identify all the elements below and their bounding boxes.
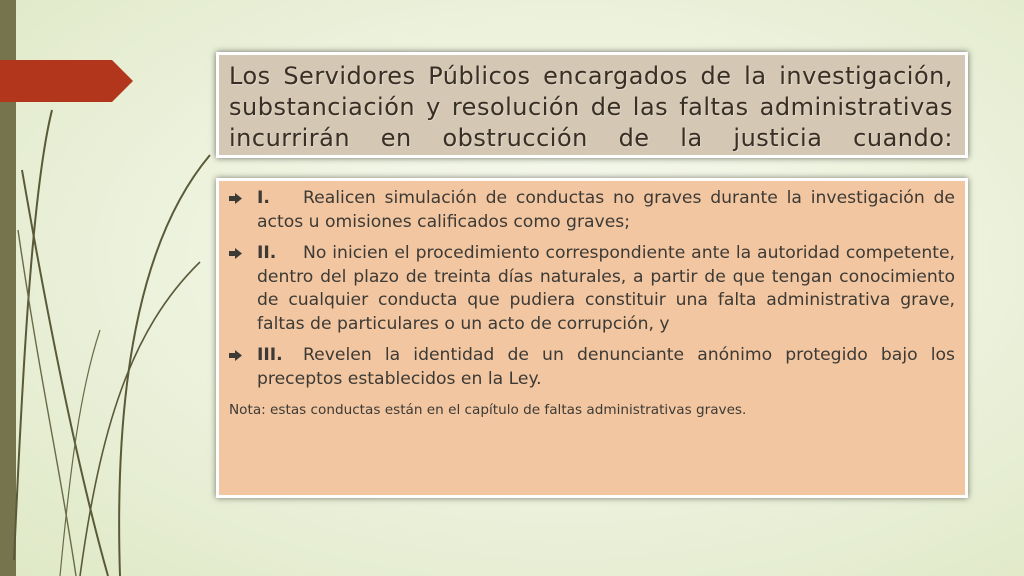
item-numeral: I. [257, 188, 270, 208]
item-numeral: III. [257, 345, 283, 365]
list-item [229, 242, 955, 336]
red-arrow-tag [0, 60, 133, 102]
arrow-bullet-icon [229, 247, 242, 260]
item-list [229, 187, 955, 391]
note-text: Nota: estas conductas están en el capítulo de faltas administrativas graves. [229, 402, 747, 418]
slide-title: Los Servidores Públicos encargados de la investigación, substanciación y resolución de las faltas administrativas incurrirán en obstrucción de la justicia cuando: [229, 62, 953, 152]
arrow-bullet-icon [229, 192, 242, 205]
content-box [216, 178, 968, 498]
arrow-bullet-icon [229, 349, 242, 362]
list-item [229, 187, 955, 234]
item-text: No inicien el procedimiento correspondiente ante la autoridad competente, dentro del plazo de treinta días naturales, a partir de que tengan conocimiento de cualquier conducta que pudiera constituir una falta administrativa grave, faltas de particulares o un acto de corrupción, y [257, 243, 955, 334]
item-text: Realicen simulación de conductas no graves durante la investigación de actos u omisiones calificados como graves; [257, 188, 955, 232]
title-box [216, 52, 968, 158]
item-numeral: II. [257, 243, 277, 263]
item-text: Revelen la identidad de un denunciante anónimo protegido bajo los preceptos establecidos en la Ley. [257, 345, 955, 389]
list-item [229, 344, 955, 391]
